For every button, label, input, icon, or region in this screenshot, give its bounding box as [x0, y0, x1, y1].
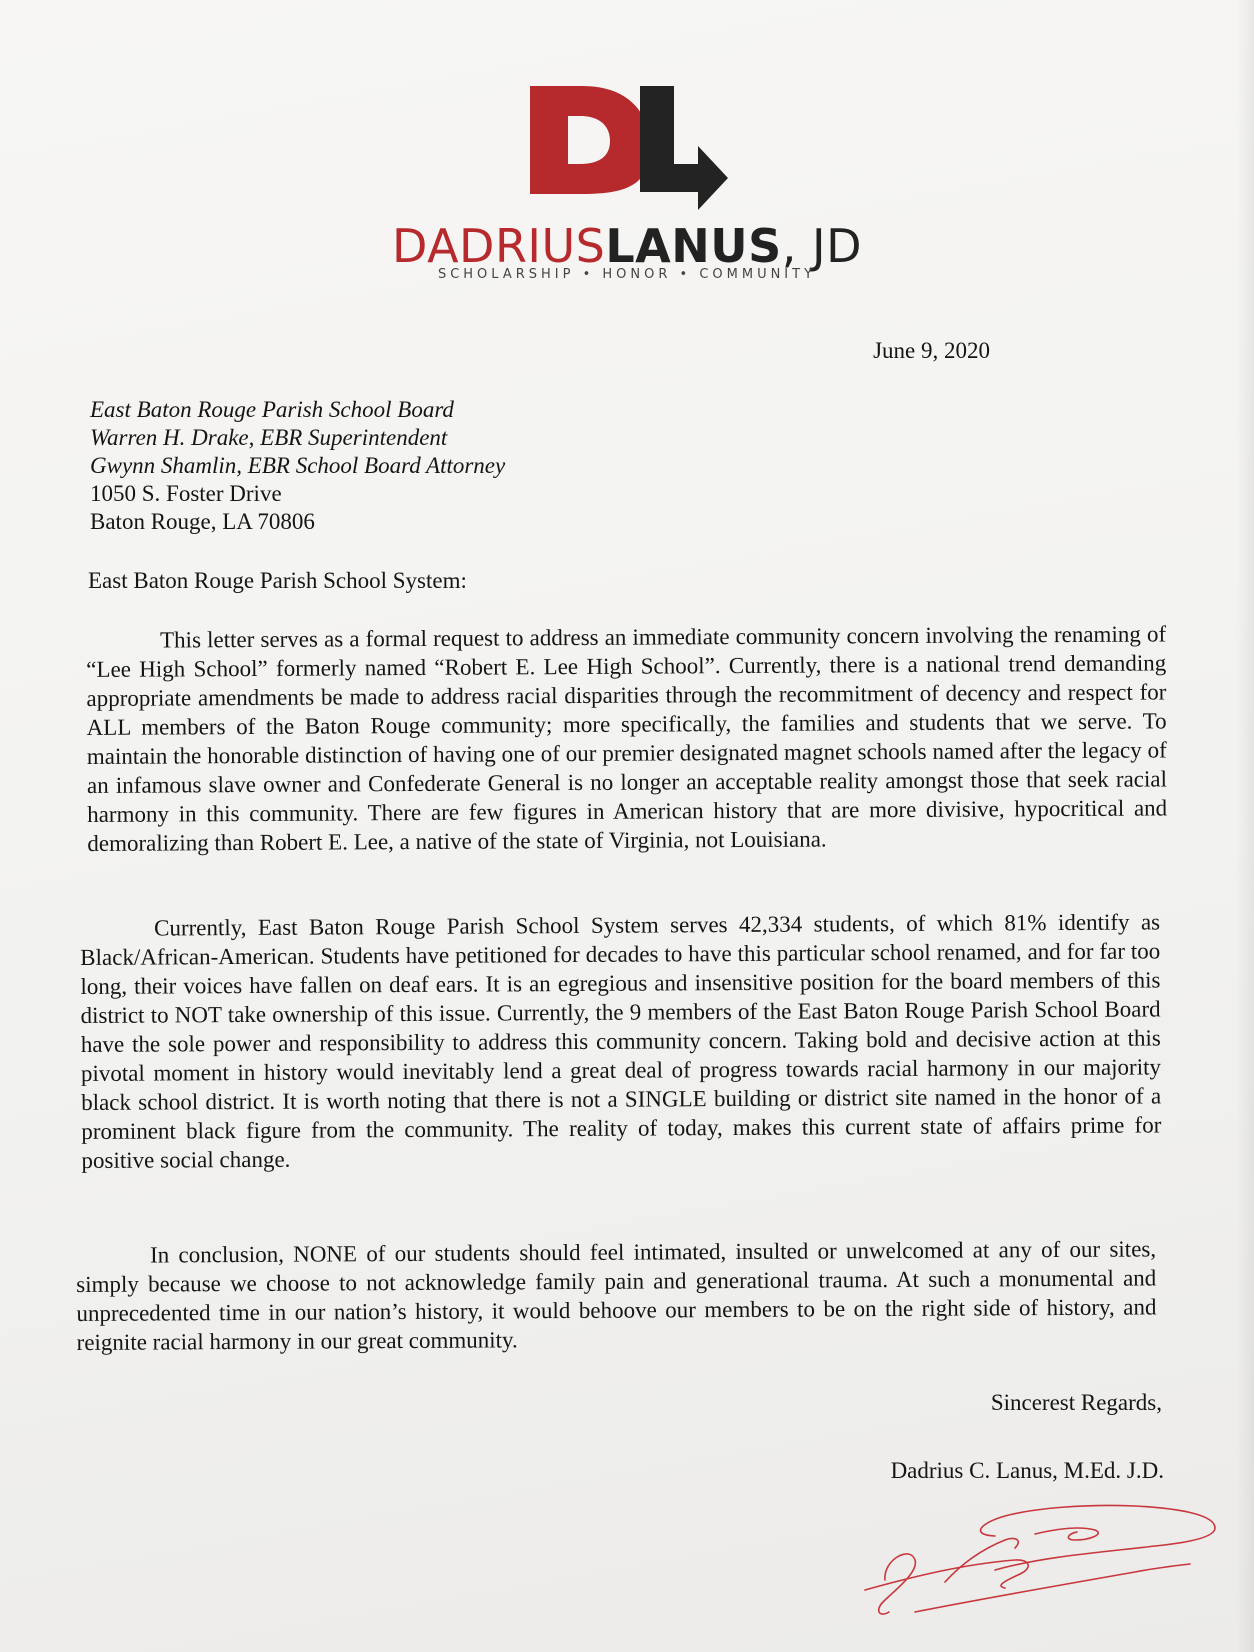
recipient-line: Warren H. Drake, EBR Superintendent	[90, 425, 448, 450]
handwritten-signature	[855, 1490, 1235, 1630]
signer-name: Dadrius C. Lanus, M.Ed. J.D.	[890, 1458, 1164, 1483]
brand-last-name: LANUS	[605, 219, 782, 273]
brand-suffix: , JD	[781, 219, 863, 273]
brand-first-name: DADRIUS	[391, 219, 606, 273]
body-paragraph: In conclusion, NONE of our students should feel intimated, insulted or unwelcomed at any of our sites, simply because we choose to not acknowledge family pain and generational trauma. At such a monumental and unprecedented time in our nation’s history, it would behoove our members to be on the right side of history, and reignite racial harmony in our great community.	[76, 1236, 1157, 1355]
brand-tagline: SCHOLARSHIP • HONOR • COMMUNITY	[437, 267, 817, 282]
body-paragraph: This letter serves as a formal request to address an immediate community concern involving the renaming of “Lee High School” formerly named “Robert E. Lee High School”. Currently, there is a national trend demanding appropriate amendments be made to address racial disparities through the recommitment of decency and respect for ALL members of the Baton Rouge community; more specifically, the families and students that we serve. To maintain the honorable distinction of having one of our premier designated magnet schools named after the legacy of an infamous slave owner and Confederate General is no longer an acceptable reality amongst those that seek racial harmony in this community. There are few figures in American history that are more divisive, hypocritical and demoralizing than Robert E. Lee, a native of the state of Virginia, not Louisiana.	[86, 621, 1168, 856]
dl-logo-icon	[530, 86, 730, 216]
letter-date: June 9, 2020	[873, 338, 990, 363]
closing-line: Sincerest Regards,	[990, 1390, 1162, 1415]
body-paragraph: Currently, East Baton Rouge Parish School System serves 42,334 students, of which 81% identify as Black/African-American. Students have petitioned for decades to have this particular school renamed, and for far too long, their voices have fallen on deaf ears. It is an egregious and insensitive position for the board members of this district to NOT take ownership of this issue. Currently, the 9 members of the East Baton Rouge Parish School Board have the sole power and responsibility to address this community concern. Taking bold and decisive action at this pivotal moment in history would inevitably lend a great deal of progress towards racial harmony in our majority black school district. It is worth noting that there is not a SINGLE building or district site named in the honor of a prominent black figure from the community. The reality of today, makes this current state of affairs prime for positive social change.	[80, 909, 1162, 1173]
brand-name	[300, 218, 954, 274]
logo-d-shape	[530, 86, 650, 194]
address-line: 1050 S. Foster Drive	[90, 481, 282, 506]
recipient-line: East Baton Rouge Parish School Board	[90, 397, 454, 422]
salutation: East Baton Rouge Parish School System:	[88, 568, 467, 593]
address-line: Baton Rouge, LA 70806	[90, 509, 315, 534]
recipient-line: Gwynn Shamlin, EBR School Board Attorney	[90, 453, 506, 478]
logo-l-arrow-shape	[640, 86, 728, 210]
recipient-address-block	[90, 396, 650, 536]
